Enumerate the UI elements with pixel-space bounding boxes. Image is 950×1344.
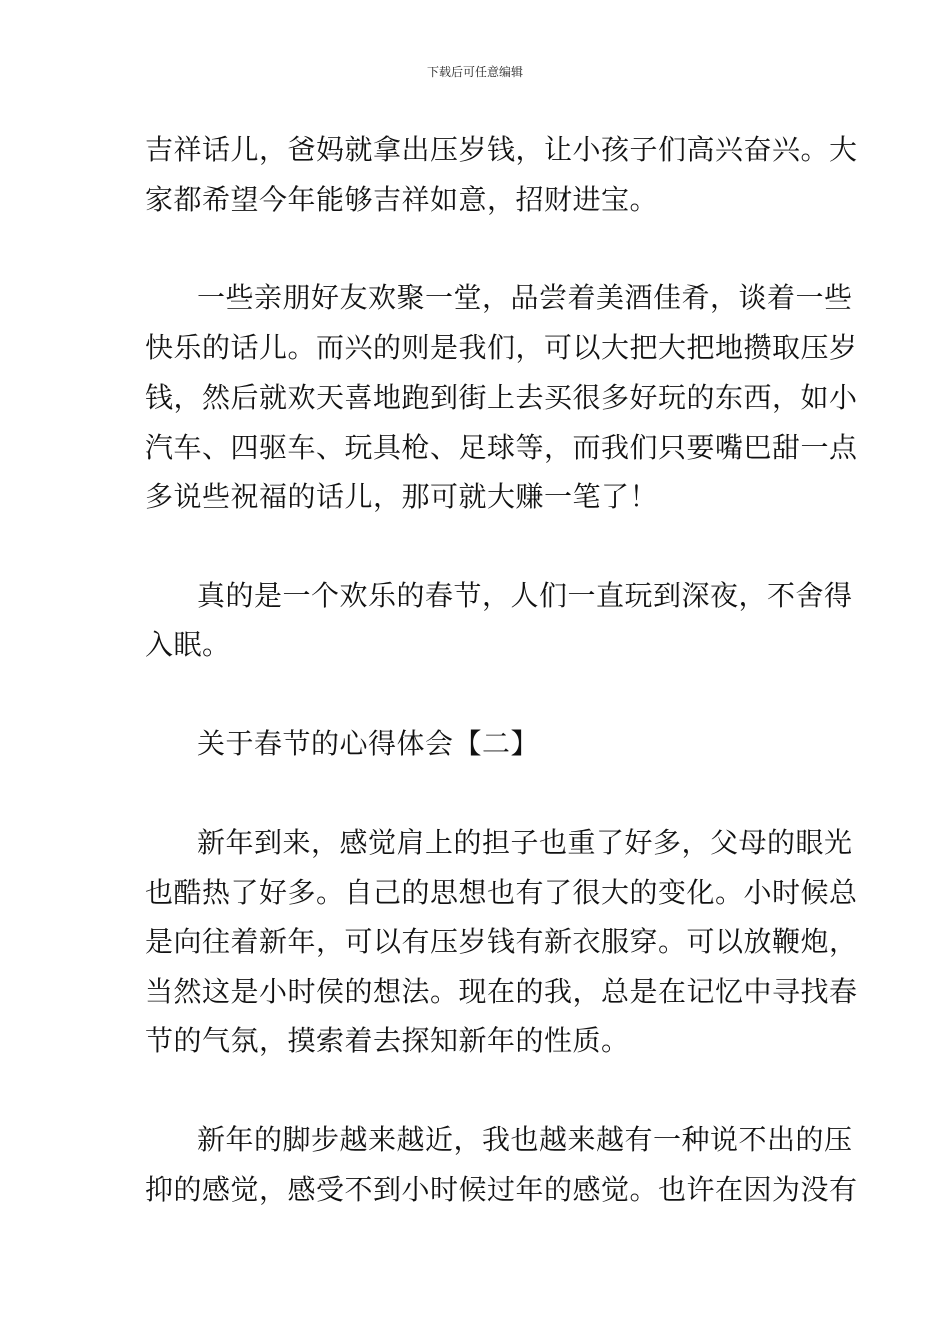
section-title: 关于春节的心得体会【二】: [197, 727, 540, 760]
text-line: 吉祥话儿，爸妈就拿出压岁钱，让小孩子们高兴奋兴。大: [145, 133, 858, 166]
page-header: 下载后可任意编辑: [426, 65, 523, 79]
text-line: 是向往着新年，可以有压岁钱有新衣服穿。可以放鞭炮，: [145, 925, 858, 958]
text-line: 家都希望今年能够吉祥如意，招财进宝。: [145, 183, 659, 216]
text-line: 钱，然后就欢天喜地跑到街上去买很多好玩的东西，如小: [145, 381, 858, 414]
text-line: 也酷热了好多。自己的思想也有了很大的变化。小时候总: [145, 876, 858, 909]
text-line: 当然这是小时侯的想法。现在的我，总是在记忆中寻找春: [145, 975, 858, 1008]
text-line: 快乐的话儿。而兴的则是我们，可以大把大把地攒取压岁: [145, 331, 858, 364]
text-line: 新年到来，感觉肩上的担子也重了好多，父母的眼光: [197, 826, 853, 859]
text-line: 新年的脚步越来越近，我也越来越有一种说不出的压: [197, 1123, 853, 1156]
text-line: 真的是一个欢乐的春节，人们一直玩到深夜，不舍得: [197, 579, 853, 612]
text-line: 抑的感觉，感受不到小时候过年的感觉。也许在因为没有: [145, 1173, 858, 1206]
text-line: 汽车、四驱车、玩具枪、足球等，而我们只要嘴巴甜一点: [145, 431, 858, 464]
text-line: 节的气氛，摸索着去探知新年的性质。: [145, 1024, 630, 1057]
text-line: 一些亲朋好友欢聚一堂，品尝着美酒佳肴，谈着一些: [197, 281, 853, 314]
text-line: 多说些祝福的话儿，那可就大赚一笔了！: [145, 480, 659, 513]
text-line: 入眠。: [145, 628, 231, 661]
